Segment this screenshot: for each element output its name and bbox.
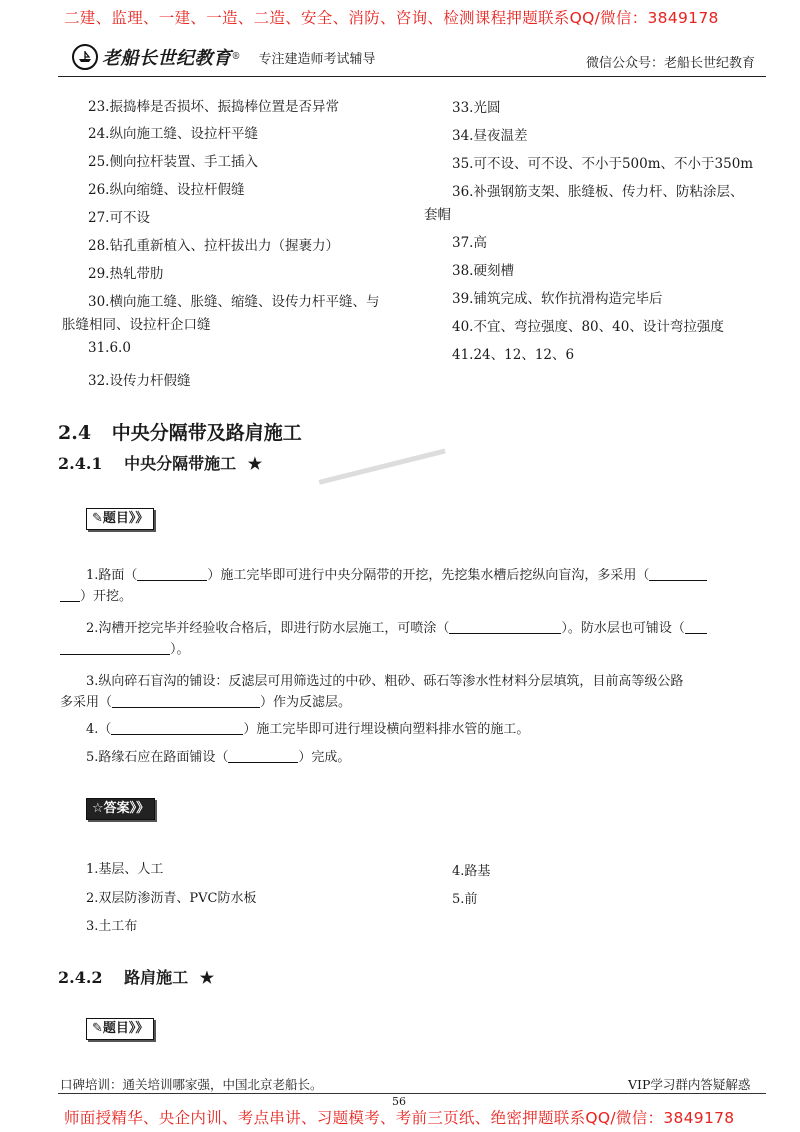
answer-blank[interactable]: [228, 748, 298, 763]
answer-item: 36.补强钢筋支架、胀缝板、传力杆、防粘涂层、: [452, 184, 744, 200]
registered-mark: ®: [231, 52, 241, 62]
answer-blank[interactable]: [60, 587, 80, 602]
question-4: 4.（ ）施工完毕即可进行埋设横向塑料排水管的施工。: [86, 722, 530, 737]
top-banner: 二建、监理、一建、一造、二造、安全、消防、咨询、检测课程押题联系QQ/微信：3849178: [64, 9, 719, 27]
answer-3: 3.土工布: [86, 919, 138, 934]
subsection-heading-2-4-1: [58, 451, 262, 474]
page-number: 56: [392, 1095, 406, 1108]
answer-item: 27.可不设: [88, 210, 150, 226]
faint-stamp: [318, 447, 447, 490]
answer-item: 41.24、12、12、6: [452, 347, 575, 363]
question-5: 5.路缘石应在路面铺设（ ）完成。: [86, 750, 351, 765]
star-badge-icon: ☆: [92, 801, 104, 816]
question-1-continued: ）开挖。: [60, 585, 132, 604]
star-icon: ★: [199, 968, 215, 987]
question-2-continued: ）。: [60, 638, 190, 657]
questions-tag: ✎题目》》: [86, 508, 154, 530]
answer-item: 34.昼夜温差: [452, 128, 528, 144]
question-1: 1.路面（ ）施工完毕即可进行中央分隔带的开挖，先挖集水槽后挖纵向盲沟，多采用（: [86, 564, 707, 583]
answer-blank[interactable]: [649, 566, 707, 581]
answer-blank[interactable]: [137, 566, 207, 581]
answer-item: 28.钻孔重新植入、拉杆拔出力（握裹力）: [88, 238, 339, 254]
answer-item: 26.纵向缩缝、设拉杆假缝: [88, 182, 245, 198]
answer-4: 4.路基: [452, 864, 491, 879]
footer-right: VIP学习群内答疑解惑: [628, 1077, 751, 1092]
section-title: 中央分隔带及路肩施工: [111, 422, 302, 444]
ship-logo-icon: [72, 44, 98, 70]
section-number: 2.4: [58, 422, 92, 444]
subsection-heading-2-4-2: [58, 965, 214, 988]
answer-blank[interactable]: [449, 619, 561, 634]
header-logo: [72, 44, 376, 70]
answer-blank[interactable]: [685, 619, 707, 634]
answer-item: 33.光圆: [452, 100, 501, 116]
answer-item: 37.高: [452, 235, 487, 251]
footer-left: 口碑培训：通关培训哪家强，中国北京老船长。: [60, 1077, 323, 1092]
section-heading-2-4: [58, 418, 302, 445]
answer-item-continued: 套帽: [424, 207, 451, 223]
answer-blank[interactable]: [111, 720, 243, 735]
subsection-number: 2.4.2: [58, 968, 103, 987]
answers-tag: ☆答案》》: [86, 798, 155, 820]
answer-item: 25.侧向拉杆装置、手工插入: [88, 154, 258, 170]
answer-blank[interactable]: [60, 640, 170, 655]
subsection-number: 2.4.1: [58, 454, 103, 473]
answer-2: 2.双层防渗沥青、PVC防水板: [86, 891, 257, 906]
header-slogan: 专注建造师考试辅导: [258, 51, 376, 67]
question-3: 3.纵向碎石盲沟的铺设：反滤层可用筛选过的中砂、粗砂、砾石等渗水性材料分层填筑，目前高等级公路: [86, 674, 684, 689]
pencil-icon: ✎: [92, 511, 103, 526]
header-divider: [58, 76, 766, 77]
answer-item: 23.振捣棒是否损坏、振捣棒位置是否异常: [88, 99, 339, 115]
answer-item: 29.热轧带肋: [88, 266, 164, 282]
footer-divider: [58, 1093, 766, 1094]
answer-item: 24.纵向施工缝、设拉杆平缝: [88, 126, 258, 142]
question-3-continued: 多采用（ ）作为反滤层。: [60, 695, 352, 710]
answer-item: 35.可不设、可不设、不小于500m、不小于350m: [452, 156, 754, 172]
answer-item: 31.6.0: [88, 340, 131, 356]
pencil-icon: ✎: [92, 1021, 103, 1036]
star-icon: ★: [247, 454, 263, 473]
subsection-title: 路肩施工: [124, 968, 189, 987]
answer-5: 5.前: [452, 892, 478, 907]
header-wechat: 微信公众号：老船长世纪教育: [585, 56, 755, 71]
logo-text: 老船长世纪教育: [102, 48, 232, 69]
question-2: 2.沟槽开挖完毕并经验收合格后，即进行防水层施工，可喷涂（ ）。防水层也可铺设（: [86, 617, 707, 636]
answer-item: 38.硬刻槽: [452, 263, 514, 279]
questions-tag: ✎题目》》: [86, 1018, 154, 1040]
bottom-banner: 师面授精华、央企内训、考点串讲、习题模考、考前三页纸、绝密押题联系QQ/微信：3849178: [64, 1109, 735, 1127]
answer-item: 40.不宜、弯拉强度、80、40、设计弯拉强度: [452, 319, 724, 335]
answer-item-continued: 胀缝相同、设拉杆企口缝: [62, 317, 211, 333]
subsection-title: 中央分隔带施工: [124, 454, 237, 473]
answer-item: 39.铺筑完成、软作抗滑构造完毕后: [452, 291, 663, 307]
answer-item: 32.设传力杆假缝: [88, 373, 191, 389]
answer-1: 1.基层、人工: [86, 862, 164, 877]
answer-blank[interactable]: [112, 693, 260, 708]
answer-item: 30.横向施工缝、胀缝、缩缝、设传力杆平缝、与: [88, 294, 380, 310]
